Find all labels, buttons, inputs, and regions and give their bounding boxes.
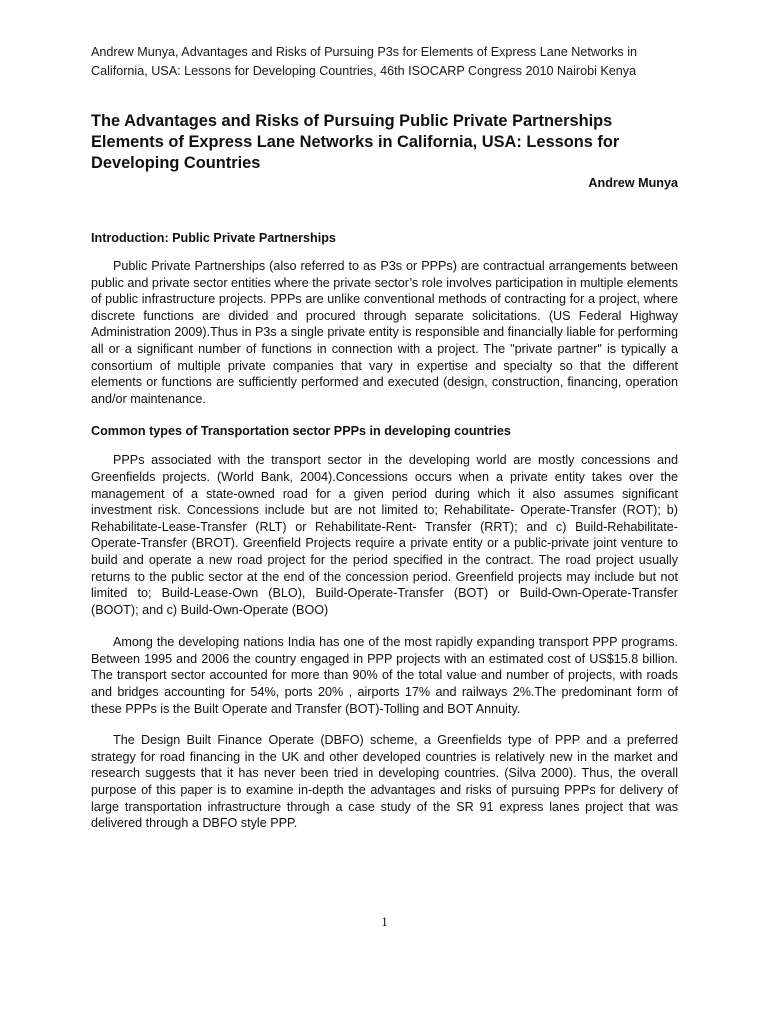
paragraph-common-types: PPPs associated with the transport sector in the developing world are mostly concessions and Greenfields projects. (World Bank, 2004).Concessions occurs when a private entity takes over the management of a state-owned road for a given period during which it also assumes significant investment risk. Concessions include but are not limited to; Rehabilitate- Operate-Transfer (ROT); b) Rehabilitate-Lease-Transfer (RLT) or Rehabilitate-Rent- Transfer (RRT); and c) Build-Rehabilitate-Operate-Transfer (BROT). Greenfield Projects require a private entity or a public-private joint venture to build and operate a new road project for the period specified in the contract. The road project usually returns to the public sector at the end of the concession period. Greenfield projects may include but not limited to; Build-Lease-Own (BLO), Build-Operate-Transfer (BOT) or Build-Own-Operate-Transfer (BOOT); and c) Build-Own-Operate (BOO) — [91, 453, 678, 617]
paper-title — [91, 111, 678, 174]
paragraph-introduction: Public Private Partnerships (also referred to as P3s or PPPs) are contractual arrangements between public and private sector entities where the private sector’s role involves participation in multiple elements of public infrastructure projects. PPPs are unlike conventional methods of contracting for a project, where discrete functions are divided and procured through separate solicitations. (US Federal Highway Administration 2009).Thus in P3s a single private entity is responsible and financially liable for performing all or a significant number of functions in connection with a project. The "private partner" is typically a consortium of multiple private companies that vary in expertise and specialty so that the different elements or functions are sufficiently performed and executed (design, construction, financing, operation and/or maintenance. — [91, 259, 678, 406]
running-header-line-1: Andrew Munya, Advantages and Risks of Pursuing P3s for Elements of Express Lane Networks in — [91, 45, 638, 59]
section-heading-introduction: Introduction: Public Private Partnerships — [91, 231, 336, 245]
paper-title-line-2: Elements of Express Lane Networks in California, USA: Lessons for — [91, 133, 620, 151]
author-name: Andrew Munya — [588, 176, 678, 190]
section-heading-common-types: Common types of Transportation sector PPPs in developing countries — [91, 424, 511, 439]
page-number: 1 — [381, 914, 388, 929]
paragraph-india: Among the developing nations India has one of the most rapidly expanding transport PPP programs. Between 1995 and 2006 the country engaged in PPP projects with an estimated cost of US$15.8 billion. The transport sector accounted for more than 90% of the total value and number of projects, with roads and bridges accounting for 54%, ports 20% , airports 17% and railways 2%.The predominant form of these PPPs is the Built Operate and Transfer (BOT)-Tolling and BOT Annuity. — [91, 635, 678, 716]
paper-title-line-1: The Advantages and Risks of Pursuing Public Private Partnerships — [91, 112, 613, 130]
paragraph-dbfo: The Design Built Finance Operate (DBFO) scheme, a Greenfields type of PPP and a preferred strategy for road financing in the UK and other developed countries is relatively new in the market and research suggests that it has never been tried in developing countries. (Silva 2000). Thus, the overall purpose of this paper is to examine in-depth the advantages and risks of pursuing PPPs for delivery of large transportation infrastructure through a case study of the SR 91 express lanes project that was delivered through a DBFO style PPP. — [91, 733, 678, 831]
paper-page — [91, 0, 678, 1024]
running-header-line-2: California, USA: Lessons for Developing Countries, 46th ISOCARP Congress 2010 Nairobi Kenya — [91, 64, 637, 78]
paper-title-line-3: Developing Countries — [91, 154, 261, 172]
running-header — [91, 43, 678, 81]
